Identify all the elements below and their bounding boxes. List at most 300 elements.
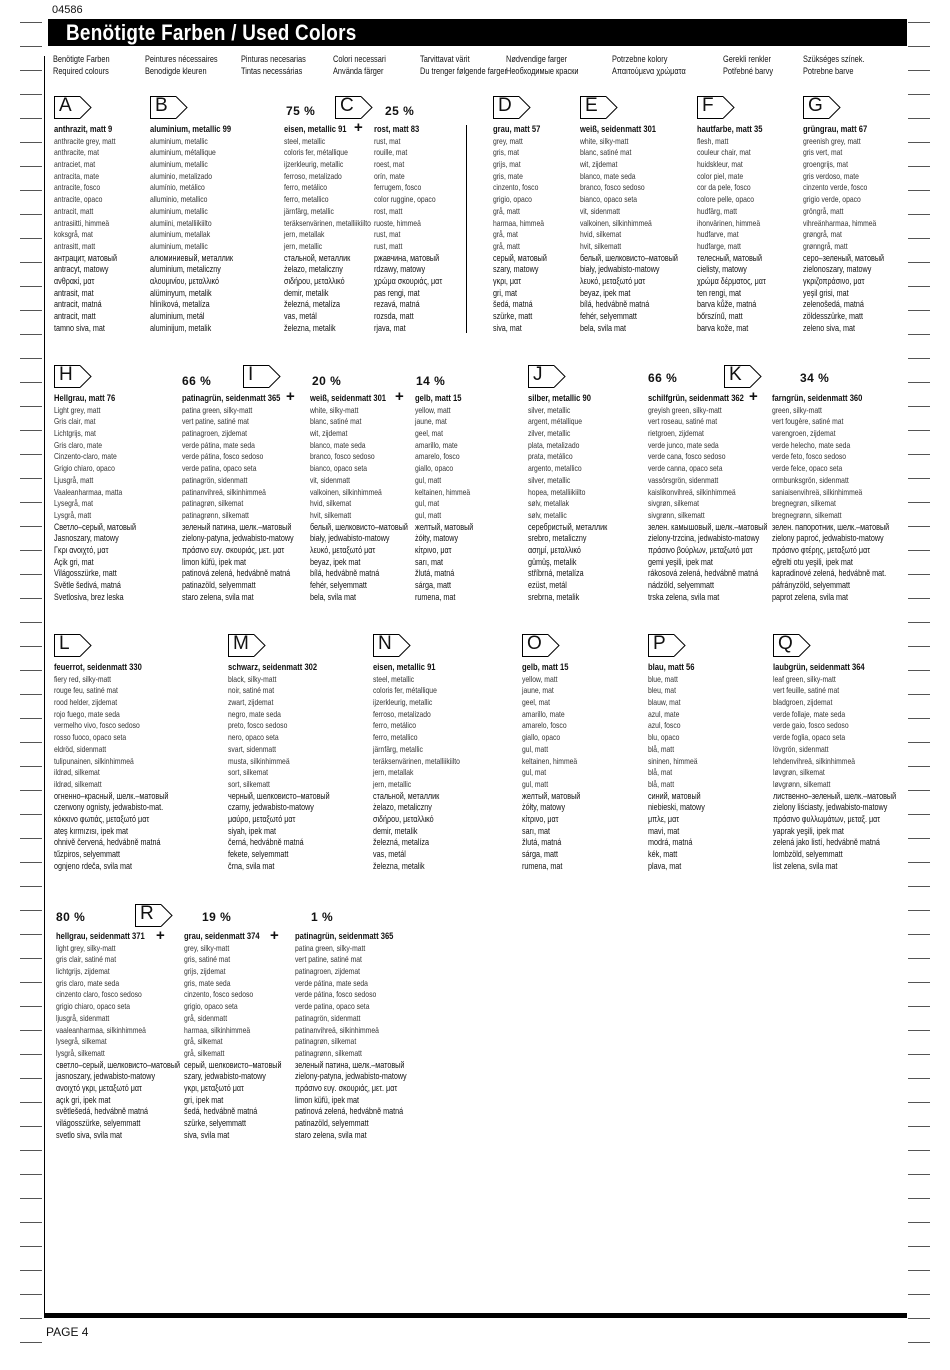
- color-name: patinagrün, seidenmatt 365: [295, 931, 394, 942]
- color-translation: lövgrön, sidenmatt: [773, 743, 829, 754]
- color-translation: стальной, металлик: [373, 790, 440, 801]
- color-translation: tamno siva, mat: [54, 322, 105, 333]
- color-translation: šedá, hedvábně matná: [184, 1106, 258, 1117]
- ruler-tick-left: [20, 742, 42, 743]
- ruler-tick-left: [20, 1246, 42, 1247]
- color-translation: серый, шелковисто–матовый: [184, 1059, 282, 1070]
- color-translation: keltainen, himmeä: [522, 755, 578, 766]
- ruler-tick-left: [20, 1102, 42, 1103]
- ruler-tick-left: [20, 550, 42, 551]
- color-translation: ten rengi, mat: [697, 287, 742, 298]
- color-translation: зелен. папоротник, шелк.–матовый: [772, 521, 890, 532]
- ruler-tick-left: [20, 1078, 42, 1079]
- color-translation: patinagroen, zijdemat: [182, 428, 248, 439]
- ruler-tick-left: [20, 70, 42, 71]
- color-translation: blu, opaco: [648, 732, 680, 743]
- mix-percentage: 25 %: [385, 104, 415, 118]
- ruler-tick-left: [20, 598, 42, 599]
- color-translation: grå, matt: [493, 240, 520, 251]
- ruler-tick-right: [908, 1006, 930, 1007]
- header-label: [145, 53, 218, 77]
- color-name: patinagrün, seidenmatt 365: [182, 393, 281, 404]
- ruler-tick-left: [20, 766, 42, 767]
- color-name: silber, metallic 90: [528, 393, 591, 404]
- ruler-tick-left: [20, 1126, 42, 1127]
- color-translation: bregnegrøn, silkemat: [772, 498, 836, 509]
- header-label-line: Potřebné barvy: [723, 66, 774, 76]
- ruler-tick-right: [908, 1318, 930, 1319]
- ruler-tick-left: [20, 910, 42, 911]
- color-translation: sølv, metallak: [528, 498, 570, 509]
- color-translation: alüminyum, metalik: [150, 287, 212, 298]
- color-translation: trska zelena, svila mat: [648, 591, 720, 602]
- color-translation: nero, opaco seta: [228, 732, 279, 743]
- color-translation: Lysgrå, matt: [54, 509, 92, 520]
- color-translation: železná, metalíza: [373, 837, 430, 848]
- color-translation: ανθρακί, ματ: [54, 275, 95, 286]
- color-translation: серо–зеленый, матовый: [803, 252, 885, 263]
- color-translation: siyah, ipek mat: [228, 825, 277, 836]
- color-name: grüngrau, matt 67: [803, 124, 868, 135]
- ruler-tick-left: [20, 1270, 42, 1271]
- color-translation: αλουμινίου, μεταλλικό: [150, 275, 220, 286]
- color-translation: žlutá, matná: [415, 568, 455, 579]
- ruler-tick-left: [20, 430, 42, 431]
- color-translation: steel, metallic: [373, 673, 415, 684]
- header-label-line: Required colours: [53, 66, 109, 76]
- color-translation: greenish grey, matt: [803, 135, 861, 146]
- ruler-tick-left: [20, 1198, 42, 1199]
- color-translation: amarelo, fosco: [522, 720, 567, 731]
- header-label: [333, 53, 386, 77]
- color-translation: azul, fosco: [648, 720, 681, 731]
- color-name: Hellgrau, matt 76: [54, 393, 116, 404]
- color-translation: mavi, mat: [648, 825, 680, 836]
- color-translation: rust, mat: [374, 135, 401, 146]
- color-translation: grøngrå, mat: [803, 229, 842, 240]
- color-translation: zielony paproć, jedwabisto-matowy: [772, 533, 884, 544]
- color-translation: anthracite grey, matt: [54, 135, 116, 146]
- color-translation: Cinzento-claro, mate: [54, 451, 117, 462]
- ruler-tick-right: [908, 1150, 930, 1151]
- color-translation: ijzerkleurig, metallic: [373, 697, 433, 708]
- color-translation: aluminium, metallic: [150, 135, 208, 146]
- color-translation: gümüş, metalik: [528, 556, 577, 567]
- color-translation: зелен. камышовый, шелк.–матовый: [648, 521, 768, 532]
- color-translation: Light grey, matt: [54, 404, 101, 415]
- color-translation: antrasitt, matt: [54, 240, 96, 251]
- color-translation: antracyt, matowy: [54, 264, 109, 275]
- color-translation: keltainen, himmeä: [415, 486, 471, 497]
- color-translation: желтый, матовый: [522, 790, 581, 801]
- color-translation: πράσινο ευγ. σκουριάς, μετ. ματ: [295, 1082, 398, 1093]
- color-translation: harmaa, himmeä: [493, 217, 545, 228]
- color-translation: verde patina, opaco seta: [182, 463, 257, 474]
- color-translation: grigio verde, opaco: [803, 194, 861, 205]
- color-translation: vas, metál: [284, 311, 317, 321]
- color-translation: Jasnoszary, matowy: [54, 533, 119, 544]
- code-letter: R: [140, 903, 154, 924]
- color-name: hellgrau, seidenmatt 371: [56, 931, 145, 942]
- color-translation: antracite, fosco: [54, 182, 101, 193]
- color-translation: μαύρο, μεταξωτό ματ: [228, 813, 296, 824]
- ruler-tick-left: [20, 310, 42, 311]
- color-entry: [373, 662, 533, 872]
- color-translation: aluminium, metallic: [150, 159, 208, 170]
- color-translation: желтый, матовый: [415, 521, 474, 532]
- color-translation: niebieski, matowy: [648, 802, 705, 813]
- color-translation: blå, mat: [648, 767, 673, 778]
- color-translation: jern, metallic: [284, 240, 323, 251]
- color-translation: Açik gri, mat: [54, 556, 94, 567]
- code-arrow-icon: [161, 904, 173, 927]
- code-arrow-icon: [723, 96, 735, 119]
- color-translation: rezavá, matná: [374, 299, 420, 310]
- header-label-line: Colori necessari: [333, 54, 386, 64]
- color-translation: patinazöld, selyemmatt: [182, 580, 256, 590]
- color-translation: color ruggine, opaco: [374, 194, 436, 205]
- ruler-tick-left: [20, 814, 42, 815]
- ruler-tick-left: [20, 718, 42, 719]
- color-translation: orín, mate: [374, 170, 405, 181]
- code-letter: C: [340, 95, 354, 116]
- color-translation: зеленый патина, шелк.–матовый: [182, 521, 292, 532]
- color-translation: azul, mate: [648, 708, 680, 719]
- color-translation: preto, fosco sedoso: [228, 720, 288, 731]
- plus-sign: +: [156, 927, 165, 944]
- color-translation: χρώμα σκουριάς, ματ: [374, 275, 443, 286]
- color-translation: ferroso, metalizado: [284, 170, 342, 181]
- color-translation: blauw, mat: [648, 697, 681, 708]
- color-translation: kapradinové zelená, hedvábně mat.: [772, 568, 887, 579]
- color-translation: barva kůže, matná: [697, 299, 757, 310]
- color-translation: antracita, mate: [54, 170, 99, 181]
- color-translation: rumena, mat: [522, 860, 563, 871]
- color-translation: patinová zelená, hedvábně matná: [182, 568, 291, 579]
- ruler-tick-right: [908, 1126, 930, 1127]
- color-translation: blå, matt: [648, 778, 675, 789]
- ruler-tick-right: [908, 646, 930, 647]
- plus-sign: +: [270, 927, 279, 944]
- code-letter: E: [585, 95, 598, 116]
- color-translation: verde helecho, mate seda: [772, 439, 851, 450]
- color-translation: grå, mat: [493, 229, 518, 240]
- color-translation: rákosová zelená, hedvábně matná: [648, 568, 759, 579]
- color-translation: jern, metallic: [373, 778, 412, 789]
- color-translation: grigio chiaro, opaco seta: [56, 1001, 131, 1012]
- left-margin-line: [44, 56, 45, 1313]
- color-translation: grigio, opaco seta: [184, 1001, 238, 1012]
- color-translation: hliníková, metalíza: [150, 299, 210, 310]
- code-letter: O: [527, 633, 542, 654]
- header-label-line: Gerekli renkler: [723, 54, 771, 64]
- color-translation: gul, matt: [522, 743, 549, 754]
- color-translation: patina green, silky-matt: [182, 404, 253, 415]
- header-label-line: Nødvendige farger: [506, 54, 568, 64]
- code-letter: H: [59, 364, 73, 385]
- color-name: eisen, metallic 91: [284, 124, 347, 135]
- color-translation: bela, svila mat: [580, 322, 627, 333]
- color-translation: szary, jedwabisto-matowy: [184, 1071, 266, 1082]
- color-translation: lehdenvihreä, silkinhimmeä: [773, 755, 856, 766]
- ruler-tick-left: [20, 502, 42, 503]
- ruler-tick-left: [20, 478, 42, 479]
- ruler-tick-right: [908, 1102, 930, 1103]
- color-translation: grigio, opaco: [493, 194, 532, 205]
- color-translation: antrasiitti, himmeä: [54, 217, 110, 228]
- color-translation: Světle šedivá, matná: [54, 580, 121, 590]
- ruler-tick-left: [20, 22, 42, 23]
- color-translation: bianco, opaco seta: [310, 463, 368, 474]
- color-translation: ijzerkleurig, metallic: [284, 159, 344, 170]
- color-translation: siva, mat: [493, 322, 522, 333]
- ruler-tick-right: [908, 886, 930, 887]
- color-translation: pas rengi, mat: [374, 287, 420, 298]
- color-entry: [295, 931, 455, 1141]
- plus-sign: +: [286, 388, 295, 405]
- bottom-rule: [44, 1313, 907, 1318]
- header-label-line: Benötigte Farben: [53, 54, 110, 64]
- mix-percentage: 1 %: [311, 910, 334, 924]
- page-title: Benötigte Farben / Used Colors: [66, 20, 357, 45]
- color-name: anthrazit, matt 9: [54, 124, 113, 135]
- color-translation: ljusgrå, sidenmatt: [56, 1012, 110, 1023]
- color-translation: beyaz, ipek mat: [310, 556, 361, 567]
- mix-percentage: 80 %: [56, 910, 86, 924]
- color-translation: løvgrøn, silkemat: [773, 767, 825, 778]
- color-translation: železna, metalik: [373, 860, 425, 871]
- color-translation: aluminio, metalizado: [150, 170, 212, 181]
- color-translation: ferro, metallico: [284, 194, 329, 205]
- ruler-tick-right: [908, 358, 930, 359]
- color-translation: verde pátina, mate seda: [182, 439, 255, 450]
- color-translation: alluminio, metallico: [150, 194, 208, 205]
- color-translation: verde felce, opaco seta: [772, 463, 843, 474]
- code-letter: B: [155, 95, 168, 116]
- color-translation: valkoinen, silkinhimmeä: [310, 486, 382, 497]
- header-label-line: Potrzebne kolory: [612, 54, 668, 64]
- color-translation: paprot zelena, svila mat: [772, 591, 849, 602]
- color-translation: giallo, opaco: [415, 463, 454, 474]
- color-translation: γκρι, μεταξωτό ματ: [184, 1082, 244, 1093]
- color-translation: ferro, metallico: [373, 732, 418, 743]
- color-translation: sivgrøn, silkemat: [648, 498, 700, 509]
- color-translation: aluminium, metaliczny: [150, 264, 221, 275]
- color-name: farngrün, seidenmatt 360: [772, 393, 863, 404]
- code-letter: K: [729, 364, 742, 385]
- color-translation: gemi yeşili, ipek mat: [648, 556, 713, 567]
- color-translation: verde follaje, mate seda: [773, 708, 846, 719]
- color-translation: harmaa, silkinhimmeä: [184, 1024, 251, 1035]
- color-translation: colore pelle, opaco: [697, 194, 755, 205]
- color-translation: amarillo, mate: [522, 708, 565, 719]
- code-box: [243, 365, 269, 388]
- ruler-tick-left: [20, 46, 42, 47]
- color-translation: grå, silkematt: [184, 1047, 225, 1058]
- color-translation: zilver, metallic: [528, 428, 571, 439]
- ruler-tick-left: [20, 262, 42, 263]
- color-translation: siva, svila mat: [184, 1129, 230, 1140]
- color-name: weiß, seidenmatt 301: [580, 124, 657, 135]
- color-translation: color piel, mate: [697, 170, 744, 181]
- mix-percentage: 75 %: [286, 104, 316, 118]
- color-translation: Γκρι ανοιχτό, ματ: [54, 544, 109, 555]
- color-translation: aluminium, métallique: [150, 147, 216, 158]
- ruler-tick-right: [908, 382, 930, 383]
- code-arrow-icon: [80, 365, 92, 388]
- code-arrow-icon: [399, 634, 411, 657]
- color-translation: negro, mate seda: [228, 708, 281, 719]
- color-translation: tulipunainen, silkinhimmeä: [54, 755, 134, 766]
- code-arrow-icon: [554, 365, 566, 388]
- ruler-tick-left: [20, 406, 42, 407]
- color-translation: lysegrå, silkemat: [56, 1036, 107, 1047]
- color-translation: steel, metallic: [284, 135, 326, 146]
- ruler-tick-left: [20, 214, 42, 215]
- color-translation: hvit, silkematt: [580, 240, 622, 251]
- color-translation: patina green, silky-matt: [295, 942, 366, 953]
- ruler-tick-left: [20, 958, 42, 959]
- color-translation: jern, metallak: [373, 767, 414, 778]
- color-name: gelb, matt 15: [415, 393, 462, 404]
- ruler-tick-right: [908, 1246, 930, 1247]
- color-translation: aluminijum, metalik: [150, 322, 212, 333]
- color-translation: κίτρινο, ματ: [522, 813, 559, 824]
- header-label: [241, 53, 306, 77]
- color-translation: couleur chair, mat: [697, 147, 751, 158]
- header-label: [53, 53, 110, 77]
- color-translation: bela, svila mat: [310, 591, 357, 602]
- code-arrow-icon: [750, 365, 762, 388]
- color-translation: žlutá, matná: [522, 837, 562, 848]
- color-translation: szürke, selyemmatt: [184, 1118, 247, 1128]
- color-translation: limon küfü, ipek mat: [295, 1094, 360, 1105]
- header-label: [723, 53, 773, 77]
- color-translation: vert fougère, satiné mat: [772, 416, 844, 427]
- color-translation: fiery red, silky-matt: [54, 673, 112, 684]
- color-translation: verde patina, opaco seta: [295, 1001, 370, 1012]
- color-translation: grijs, mat: [493, 159, 521, 170]
- color-translation: gris, mat: [493, 147, 520, 158]
- color-translation: sárga, matt: [522, 849, 559, 859]
- color-translation: jern, metallak: [284, 229, 325, 240]
- color-translation: antracit, matt: [54, 311, 96, 321]
- color-translation: sarı, mat: [522, 825, 551, 836]
- color-translation: biały, jedwabisto-matowy: [310, 533, 390, 544]
- color-translation: patinanvihreä, silkinhimmeä: [295, 1024, 379, 1035]
- color-translation: staro zelena, svila mat: [295, 1129, 367, 1140]
- color-translation: verde foglia, opaco seta: [773, 732, 846, 743]
- ruler-tick-left: [20, 1054, 42, 1055]
- color-translation: rietgroen, zijdemat: [648, 428, 704, 439]
- color-translation: ildrød, silkematt: [54, 778, 102, 789]
- color-translation: noir, satiné mat: [228, 685, 275, 696]
- color-translation: fekete, selyemmatt: [228, 849, 289, 859]
- color-translation: patinanvihreä, silkinhimmeä: [182, 486, 266, 497]
- color-translation: sininen, himmeä: [648, 755, 698, 766]
- color-translation: bőrszínű, matt: [697, 311, 743, 321]
- color-translation: coloris fer, métallique: [373, 685, 437, 696]
- color-translation: vassörsgrön, sidenmatt: [648, 474, 719, 485]
- color-translation: yaprak yeşili, ipek mat: [773, 825, 844, 836]
- color-translation: Gris clair, mat: [54, 416, 96, 427]
- color-translation: grønngrå, matt: [803, 240, 848, 251]
- color-name: hautfarbe, matt 35: [697, 124, 763, 135]
- color-translation: eldröd, sidenmatt: [54, 743, 107, 754]
- color-translation: patinagrøn, silkemat: [182, 498, 244, 509]
- color-translation: páfrányzöld, selyemmatt: [772, 580, 851, 590]
- color-translation: antracit, matná: [54, 299, 102, 310]
- header-label: [420, 53, 507, 77]
- color-translation: grå, silkemat: [184, 1036, 223, 1047]
- color-translation: blanco, mate seda: [310, 439, 366, 450]
- color-translation: bílá, hedvábně matná: [580, 299, 650, 310]
- code-letter: P: [653, 633, 666, 654]
- color-translation: gul, mat: [415, 498, 440, 509]
- code-arrow-icon: [361, 96, 373, 119]
- header-label-line: Peintures nécessaires: [145, 54, 218, 64]
- ruler-tick-left: [20, 1150, 42, 1151]
- code-letter: L: [59, 633, 70, 654]
- color-translation: açık gri, ipek mat: [56, 1094, 111, 1105]
- ruler-tick-left: [20, 1222, 42, 1223]
- code-arrow-icon: [829, 96, 841, 119]
- color-name: eisen, metallic 91: [373, 662, 436, 673]
- ruler-tick-left: [20, 670, 42, 671]
- color-translation: aluminium, metallic: [150, 205, 208, 216]
- color-translation: σιδήρου, μεταλλικό: [373, 813, 434, 824]
- ruler-tick-right: [908, 1270, 930, 1271]
- color-translation: светло–серый, шелковисто–матовый: [56, 1059, 181, 1070]
- color-translation: rost, matt: [374, 205, 403, 216]
- color-translation: vihreänharmaa, himmeä: [803, 217, 877, 228]
- color-translation: beyaz, ipek mat: [580, 287, 631, 298]
- color-translation: antraciet, mat: [54, 159, 96, 170]
- color-translation: Grigio chiaro, opaco: [54, 463, 115, 474]
- color-translation: zielony-patyna, jedwabisto-matowy: [295, 1071, 407, 1082]
- color-translation: green, silky-matt: [772, 404, 822, 415]
- color-translation: rust, matt: [374, 240, 403, 251]
- ruler-tick-right: [908, 94, 930, 95]
- color-translation: eğrelti otu yeşili, ipek mat: [772, 556, 853, 567]
- color-translation: cinzento, fosco: [493, 182, 539, 193]
- color-translation: λευκό, μεταξωτό ματ: [310, 544, 376, 555]
- color-translation: rjava, mat: [374, 322, 406, 333]
- color-translation: železna, metalik: [284, 322, 336, 333]
- color-translation: ανοιχτό γκρι, μεταξωτό ματ: [56, 1082, 142, 1093]
- color-translation: roest, mat: [374, 159, 405, 170]
- header-label-line: Pinturas necesarias: [241, 54, 306, 64]
- color-translation: verde gaio, fosco sedoso: [773, 720, 849, 731]
- color-translation: greyish green, silky-matt: [648, 404, 722, 415]
- ruler-tick-left: [20, 838, 42, 839]
- color-translation: vermelho vivo, fosco sedoso: [54, 720, 140, 731]
- color-translation: wit, zijdemat: [580, 159, 618, 170]
- color-translation: branco, fosco sedoso: [310, 451, 375, 462]
- ruler-tick-right: [908, 1198, 930, 1199]
- color-translation: bianco, opaco seta: [580, 194, 638, 205]
- color-translation: saniaisenvihreä, silkinhimmeä: [772, 486, 863, 497]
- color-name: grau, seidenmatt 374: [184, 931, 260, 942]
- color-translation: musta, silkinhimmeä: [228, 755, 290, 766]
- color-translation: rosso fuoco, opaco seta: [54, 732, 127, 743]
- color-translation: verde pátina, fosco sedoso: [295, 989, 377, 1000]
- color-translation: ferroso, metalizado: [373, 708, 431, 719]
- color-translation: világosszürke, selyemmatt: [56, 1118, 141, 1128]
- color-translation: зеленый патина, шелк.–матовый: [295, 1059, 405, 1070]
- color-translation: verde pátina, mate seda: [295, 977, 368, 988]
- color-translation: κίτρινο, ματ: [415, 544, 452, 555]
